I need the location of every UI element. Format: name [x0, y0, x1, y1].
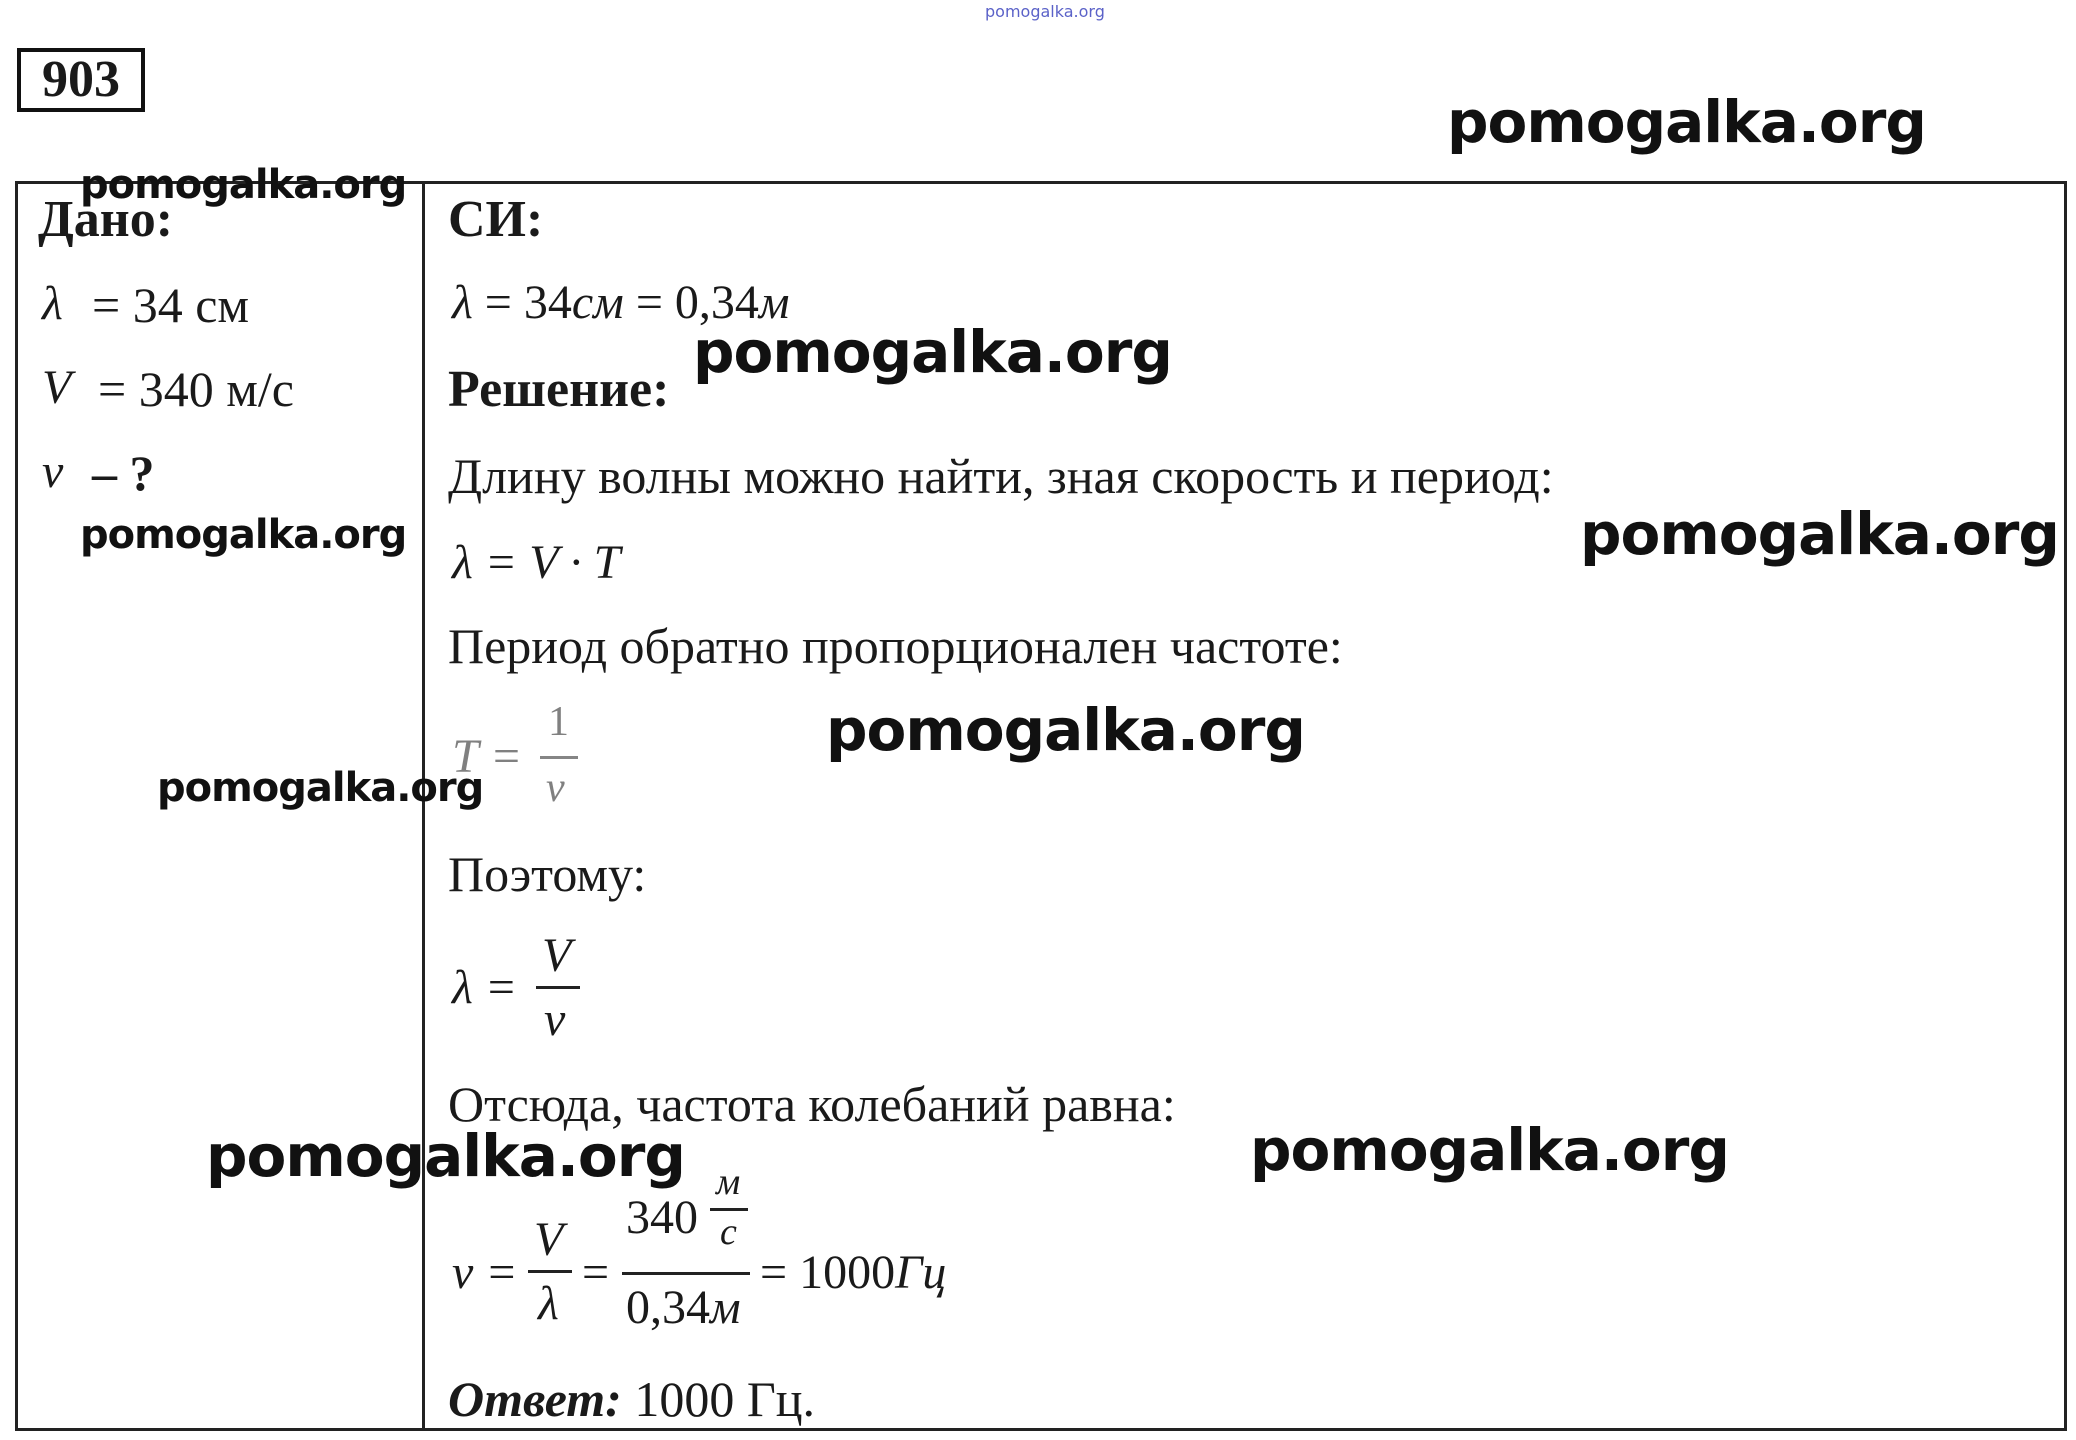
watermark-2: pomogalka.org	[80, 162, 407, 208]
watermark-3: pomogalka.org	[693, 318, 1172, 386]
watermark-top-small: pomogalka.org	[985, 2, 1105, 21]
f3-fraction-bar	[536, 986, 580, 989]
formula-lambda-vt	[452, 535, 620, 590]
watermark-9: pomogalka.org	[1250, 1116, 1729, 1184]
watermark-5: pomogalka.org	[1580, 500, 2059, 568]
f4-num-value: 340	[626, 1191, 698, 1244]
f4-unit-num: м	[716, 1161, 741, 1203]
f4-result-eq: = 1000	[760, 1246, 896, 1299]
f4-main-bar	[622, 1272, 750, 1275]
f1-lambda: λ	[452, 536, 473, 589]
given-v-symbol: V	[42, 361, 72, 414]
given-lambda-symbol: λ	[42, 277, 63, 330]
si-unit1: см	[571, 276, 624, 329]
given-nu-symbol: ν	[42, 445, 64, 498]
watermark-1: pomogalka.org	[1447, 88, 1926, 156]
answer-label: Ответ:	[448, 1371, 622, 1427]
solution-line-1: Длину волны можно найти, зная скорость и период:	[448, 448, 1554, 504]
f4-fraction-bar	[528, 1270, 572, 1273]
f2-denominator: ν	[546, 765, 565, 811]
f4-fraction-v-lambda	[528, 1212, 572, 1332]
f3-denominator: ν	[544, 993, 566, 1046]
watermark-4: pomogalka.org	[80, 512, 407, 558]
watermark-8: pomogalka.org	[206, 1122, 685, 1190]
watermark-7: pomogalka.org	[157, 765, 484, 811]
solution-line-4: Отсюда, частота колебаний равна:	[448, 1076, 1176, 1132]
solution-line-3: Поэтому:	[448, 846, 647, 902]
f4-denominator: λ	[538, 1277, 559, 1330]
answer	[448, 1370, 815, 1428]
f4-result	[760, 1245, 946, 1300]
si-eq1: = 34	[484, 276, 572, 329]
f4-numerator: V	[534, 1213, 564, 1266]
f4-result-unit: Гц	[895, 1246, 947, 1299]
f4-nu: ν =	[452, 1246, 518, 1299]
f1-rest: = V · T	[484, 536, 621, 589]
watermark-6: pomogalka.org	[826, 696, 1305, 764]
si-lambda-symbol: λ	[452, 276, 473, 329]
f3-numerator: V	[542, 929, 572, 982]
f4-unit-den: с	[720, 1211, 737, 1253]
solution-line-2: Период обратно пропорционален частоте:	[448, 618, 1343, 674]
f4-den-unit: м	[710, 1281, 741, 1334]
f4-den-number: 0,34	[626, 1281, 710, 1334]
si-eq2: = 0,34	[635, 276, 759, 329]
si-unit2: м	[758, 276, 790, 329]
f2-T: T =	[452, 730, 523, 783]
given-nu-question: – ?	[92, 445, 155, 501]
f2-fraction	[540, 698, 578, 818]
f2-numerator: 1	[548, 699, 569, 745]
problem-number: 903	[17, 48, 145, 112]
given-v-value: = 340 м/с	[98, 361, 294, 417]
f2-fraction-bar	[540, 756, 578, 759]
f4-eq: =	[582, 1246, 610, 1299]
given-header: Дано:	[38, 191, 174, 248]
given-lambda-value: = 34 см	[92, 277, 250, 333]
f4-den-value	[626, 1280, 741, 1335]
solution-header: Решение:	[448, 361, 670, 418]
f3-fraction	[536, 928, 580, 1048]
answer-value: 1000 Гц.	[634, 1371, 815, 1427]
si-header: СИ:	[448, 191, 544, 248]
f3-lambda: λ =	[452, 961, 518, 1014]
